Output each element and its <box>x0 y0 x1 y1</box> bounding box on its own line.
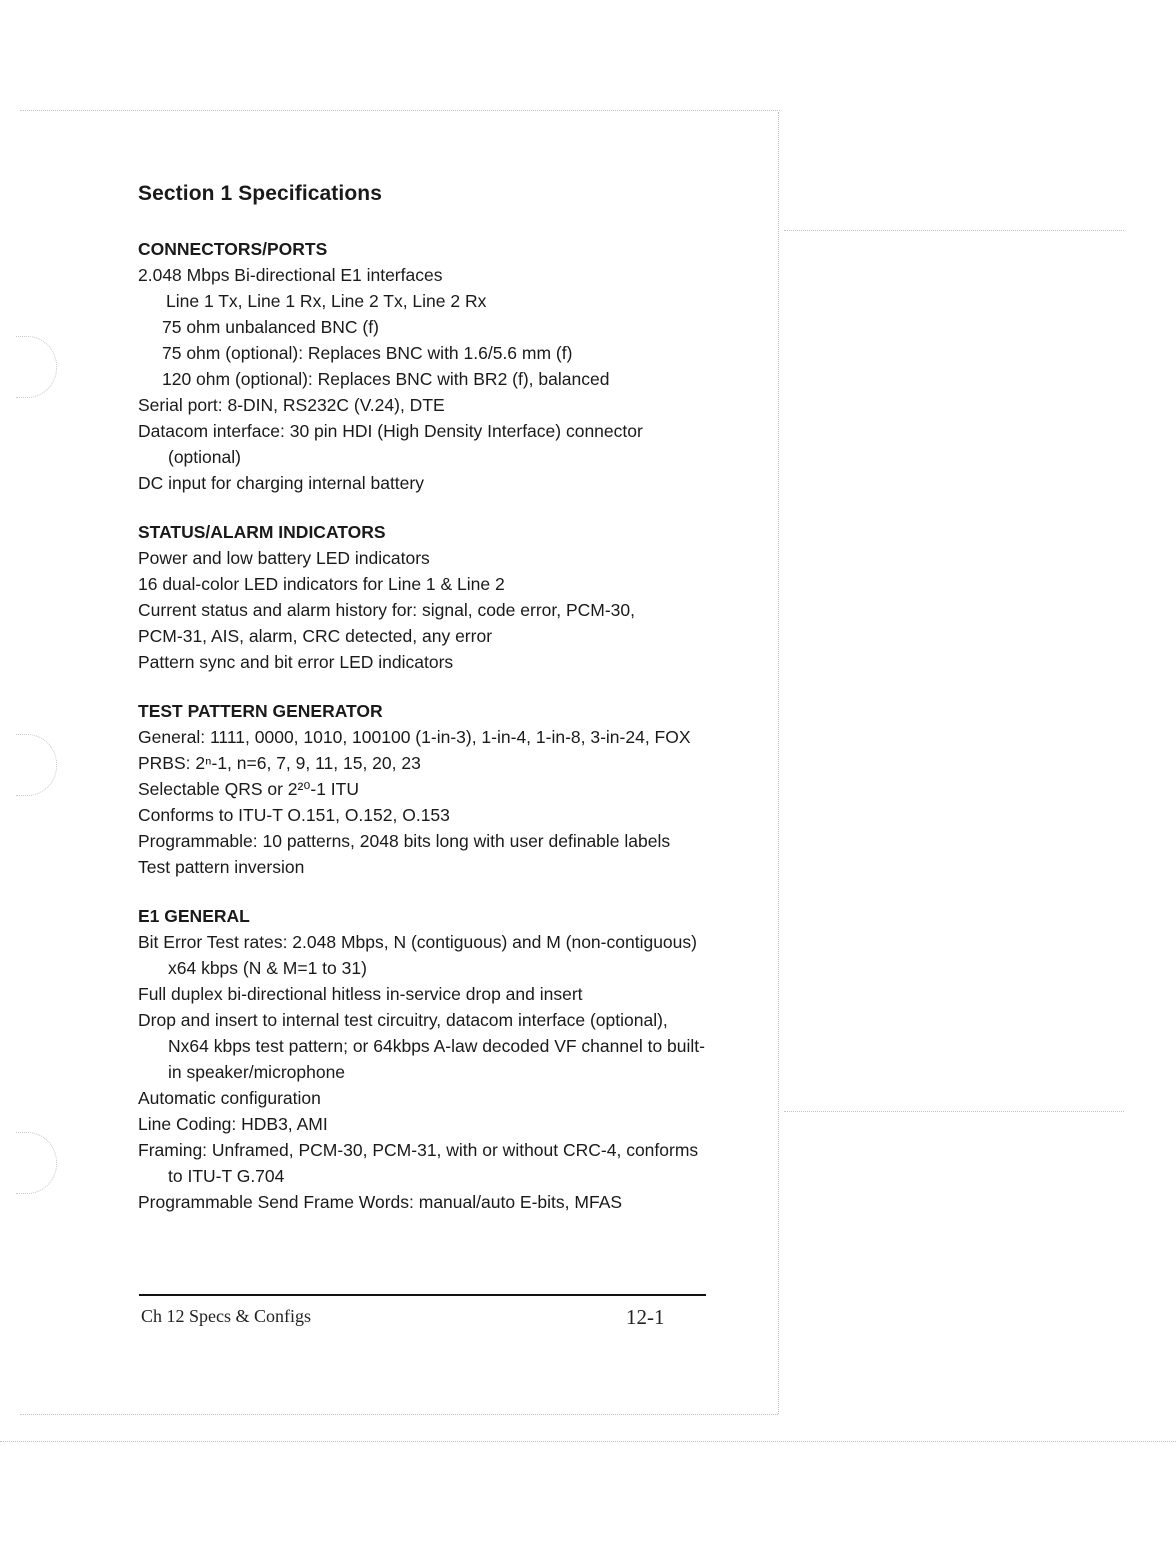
spec-line: Pattern sync and bit error LED indicators <box>138 652 454 672</box>
section-title: Section 1 Specifications <box>138 182 382 205</box>
footer-chapter-title: Ch 12 Specs & Configs <box>141 1306 312 1326</box>
spec-line: Drop and insert to internal test circuitry, datacom interface (optional), Nx64 kbps test pattern; or 64kbps A-law decoded VF channel to built-in speaker/microphone <box>138 1010 705 1082</box>
spec-line: Bit Error Test rates: 2.048 Mbps, N (contiguous) and M (non-contiguous) x64 kbps (N & M=1 to 31) <box>138 932 697 978</box>
spec-line: Conforms to ITU-T O.151, O.152, O.153 <box>138 805 450 825</box>
spec-line: Test pattern inversion <box>138 857 305 877</box>
connectors-ports-section <box>138 236 708 496</box>
generator-heading: TEST PATTERN GENERATOR <box>138 701 383 721</box>
status-alarm-section <box>138 519 708 675</box>
spec-line: Automatic configuration <box>138 1088 321 1108</box>
spec-line: PRBS: 2ⁿ-1, n=6, 7, 9, 11, 15, 20, 23 <box>138 753 421 773</box>
spec-line: Selectable QRS or 2²⁰-1 ITU <box>138 779 359 799</box>
scan-edge-right <box>778 112 779 1414</box>
spec-line: General: 1111, 0000, 1010, 100100 (1-in-3), 1-in-4, 1-in-8, 3-in-24, FOX <box>138 727 691 747</box>
spec-line: Datacom interface: 30 pin HDI (High Density Interface) connector (optional) <box>138 421 643 467</box>
punch-hole-bottom <box>16 1132 57 1194</box>
connectors-heading: CONNECTORS/PORTS <box>138 239 328 259</box>
spec-line: Line Coding: HDB3, AMI <box>138 1114 328 1134</box>
spec-line: Programmable: 10 patterns, 2048 bits long with user definable labels <box>138 831 671 851</box>
spec-line: Programmable Send Frame Words: manual/auto E-bits, MFAS <box>138 1192 623 1212</box>
spec-line: 2.048 Mbps Bi-directional E1 interfaces <box>138 265 443 285</box>
spec-line: 16 dual-color LED indicators for Line 1 & Line 2 <box>138 574 505 594</box>
footer-rule <box>139 1294 706 1296</box>
spec-line: Power and low battery LED indicators <box>138 548 430 568</box>
spec-page-content <box>138 178 708 1215</box>
spec-line: Line 1 Tx, Line 1 Rx, Line 2 Tx, Line 2 Rx <box>166 291 487 311</box>
punch-hole-top <box>16 336 57 398</box>
scan-edge-top <box>20 110 780 111</box>
e1-heading: E1 GENERAL <box>138 906 250 926</box>
spec-line: 75 ohm unbalanced BNC (f) <box>162 317 379 337</box>
spec-line: Current status and alarm history for: signal, code error, PCM-30, <box>138 600 636 620</box>
spec-line: DC input for charging internal battery <box>138 473 424 493</box>
punch-hole-middle <box>16 734 57 796</box>
test-pattern-section <box>138 698 708 880</box>
scan-edge-lower <box>0 1441 1176 1442</box>
spec-line: Framing: Unframed, PCM-30, PCM-31, with or without CRC-4, conforms to ITU-T G.704 <box>138 1140 699 1186</box>
scan-edge-bottom <box>20 1414 778 1415</box>
spec-line: Full duplex bi-directional hitless in-service drop and insert <box>138 984 583 1004</box>
status-heading: STATUS/ALARM INDICATORS <box>138 522 386 542</box>
spec-line: 75 ohm (optional): Replaces BNC with 1.6/5.6 mm (f) <box>162 343 573 363</box>
scan-mark-right-top <box>784 230 1124 231</box>
scan-mark-right-mid <box>784 1111 1124 1112</box>
e1-general-section <box>138 903 708 1215</box>
spec-line: 120 ohm (optional): Replaces BNC with BR2 (f), balanced <box>162 369 610 389</box>
footer-page-number: 12-1 <box>626 1305 665 1329</box>
spec-line: Serial port: 8-DIN, RS232C (V.24), DTE <box>138 395 445 415</box>
spec-line: PCM-31, AIS, alarm, CRC detected, any error <box>138 626 493 646</box>
